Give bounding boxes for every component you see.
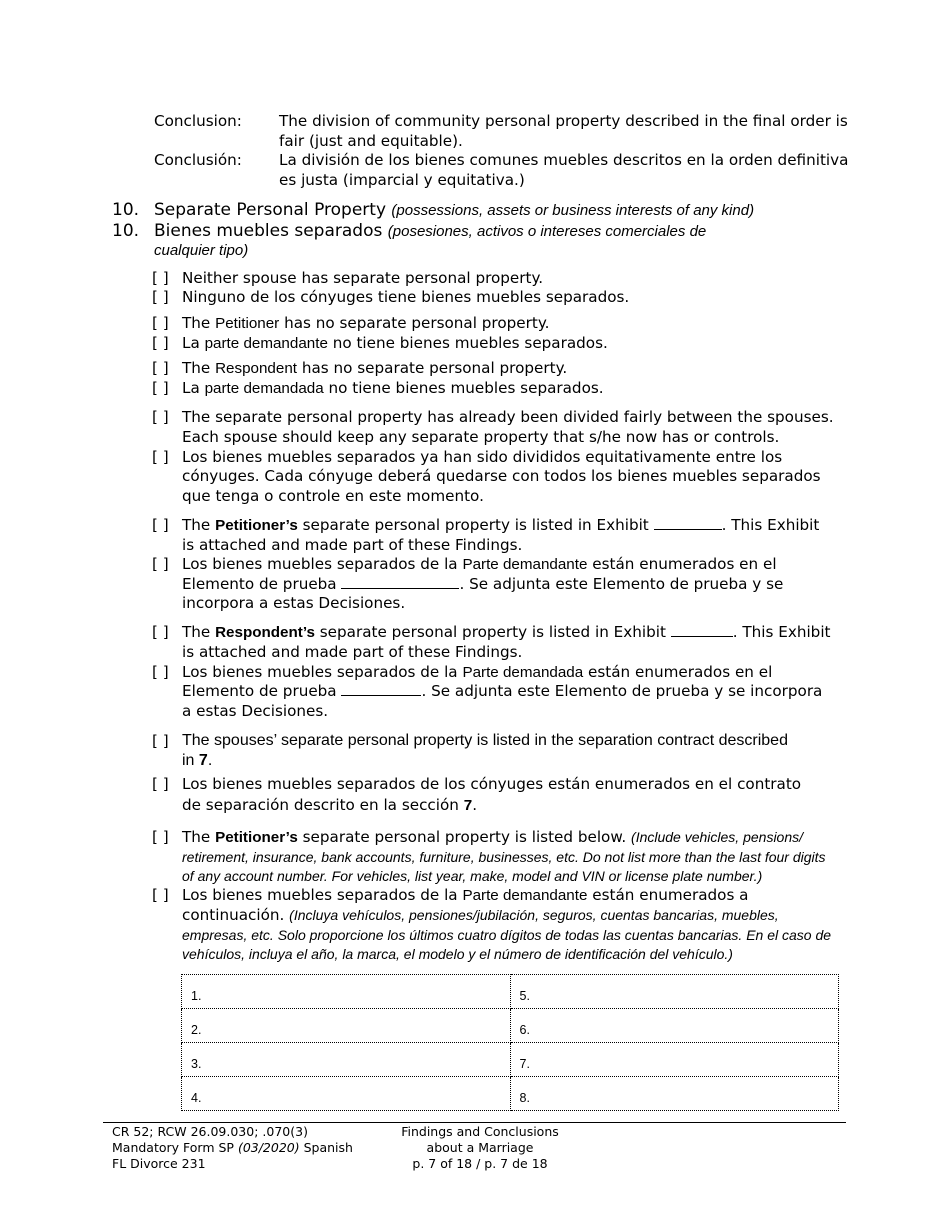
neither-es: Ninguno de los cónyuges tiene bienes muebles separados.: [182, 288, 630, 306]
listed-below-es-2: continuación. (Incluya vehículos, pensiones/jubilación, seguros, cuentas bancarias, muebles,: [182, 906, 779, 924]
divided-en-1: The separate personal property has already been divided fairly between the spouses.: [182, 408, 834, 426]
table-cell[interactable]: 4.: [182, 1077, 511, 1111]
contract-es-1: Los bienes muebles separados de los cónyuges están enumerados en el contrato: [182, 775, 802, 793]
listed-below-es-1: Los bienes muebles separados de la Parte demandante están enumerados a: [182, 886, 749, 904]
divided-es-1: Los bienes muebles separados ya han sido divididos equitativamente entre los: [182, 448, 783, 466]
table-cell[interactable]: 7.: [510, 1043, 839, 1077]
section-subtitle-en: (possessions, assets or business interests of any kind): [391, 202, 755, 219]
conclusion-text-es-2: es justa (imparcial y equitativa.): [279, 171, 525, 189]
table-row: [182, 975, 839, 1009]
section-title-es: [154, 221, 706, 242]
section-title-en: [154, 200, 754, 221]
neither-en: Neither spouse has separate personal property.: [182, 269, 544, 287]
contract-en-1: The spouses’ separate personal property is listed in the separation contract described: [182, 732, 788, 749]
table-cell[interactable]: 8.: [510, 1077, 839, 1111]
petitioner-none-en: The Petitioner has no separate personal property.: [182, 314, 550, 332]
checkbox-contract-en[interactable]: [ ]: [152, 732, 169, 750]
checkbox-petitioner-none-es[interactable]: [ ]: [152, 334, 169, 352]
checkbox-listed-below-es[interactable]: [ ]: [152, 886, 169, 904]
respondent-exhibit-en-2: is attached and made part of these Findings.: [182, 643, 523, 661]
respondent-exhibit-es-3: a estas Decisiones.: [182, 702, 329, 720]
petitioner-exhibit-en-1: The Petitioner’s separate personal property is listed in Exhibit . This Exhibit: [182, 516, 820, 534]
table-cell[interactable]: 6.: [510, 1009, 839, 1043]
table-cell[interactable]: 2.: [182, 1009, 511, 1043]
petitioner-exhibit-es-1: Los bienes muebles separados de la Parte demandante están enumerados en el: [182, 555, 777, 573]
conclusion-text-es-1: La división de los bienes comunes muebles descritos en la orden definitiva: [279, 151, 849, 169]
section-number-en: 10.: [112, 200, 140, 220]
footer-page-number: p. 7 of 18 / p. 7 de 18: [412, 1156, 548, 1171]
respondent-none-en: The Respondent has no separate personal property.: [182, 359, 568, 377]
footer-divider: [103, 1122, 846, 1123]
section-subtitle-es-1: (posesiones, activos o intereses comerciales de: [387, 223, 707, 240]
table-row: [182, 1009, 839, 1043]
petitioner-exhibit-es-2: Elemento de prueba . Se adjunta este Elemento de prueba y se: [182, 575, 784, 593]
checkbox-respondent-none-es[interactable]: [ ]: [152, 379, 169, 397]
checkbox-divided-es[interactable]: [ ]: [152, 448, 169, 466]
petitioner-exhibit-es-blank[interactable]: [341, 574, 459, 589]
petitioner-exhibit-blank[interactable]: [654, 515, 722, 530]
petitioner-exhibit-en-2: is attached and made part of these Findings.: [182, 536, 523, 554]
listed-below-es-3: empresas, etc. Solo proporcione los últimos cuatro dígitos de todas las cuentas bancarias. En el caso de: [182, 927, 832, 943]
divided-en-2: Each spouse should keep any separate property that s/he now has or controls.: [182, 428, 780, 446]
table-row: [182, 1077, 839, 1111]
footer-title-1: Findings and Conclusions: [401, 1124, 559, 1139]
section-title-en-text: Separate Personal Property: [154, 200, 386, 220]
footer-form-code: FL Divorce 231: [112, 1156, 206, 1171]
respondent-exhibit-es-blank[interactable]: [341, 681, 421, 696]
contract-en-2: in 7.: [182, 752, 213, 769]
table-row: [182, 1043, 839, 1077]
contract-es-2: de separación descrito en la sección 7.: [182, 796, 478, 814]
conclusion-label-en: Conclusion:: [154, 112, 242, 130]
conclusion-text-en-2: fair (just and equitable).: [279, 132, 463, 150]
listed-below-en-3: of any account number. For vehicles, list year, make, model and VIN or license plate number.): [182, 868, 763, 884]
petitioner-none-es: La parte demandante no tiene bienes muebles separados.: [182, 334, 608, 352]
checkbox-neither-es[interactable]: [ ]: [152, 288, 169, 306]
section-subtitle-es-2: cualquier tipo): [154, 242, 249, 259]
divided-es-3: que tenga o controle en este momento.: [182, 487, 484, 505]
checkbox-petitioner-exhibit-en[interactable]: [ ]: [152, 516, 169, 534]
respondent-exhibit-blank[interactable]: [671, 622, 733, 637]
table-cell[interactable]: 5.: [510, 975, 839, 1009]
footer-title-2: about a Marriage: [426, 1140, 534, 1155]
checkbox-respondent-exhibit-es[interactable]: [ ]: [152, 663, 169, 681]
checkbox-petitioner-exhibit-es[interactable]: [ ]: [152, 555, 169, 573]
property-table: [181, 974, 839, 1111]
checkbox-contract-es[interactable]: [ ]: [152, 775, 169, 793]
checkbox-listed-below-en[interactable]: [ ]: [152, 828, 169, 846]
listed-below-es-4: vehículos, incluya el año, la marca, el modelo y el número de identificación del vehículo.): [182, 946, 733, 962]
footer-form-id: Mandatory Form SP (03/2020) Spanish: [112, 1140, 353, 1155]
checkbox-respondent-none-en[interactable]: [ ]: [152, 359, 169, 377]
respondent-exhibit-es-1: Los bienes muebles separados de la Parte demandada están enumerados en el: [182, 663, 773, 681]
listed-below-en-2: retirement, insurance, bank accounts, furniture, businesses, etc. Do not list more than the last four digits: [182, 849, 826, 865]
checkbox-petitioner-none-en[interactable]: [ ]: [152, 314, 169, 332]
table-cell[interactable]: 3.: [182, 1043, 511, 1077]
respondent-none-es: La parte demandada no tiene bienes muebles separados.: [182, 379, 604, 397]
section-number-es: 10.: [112, 221, 140, 241]
divided-es-2: cónyuges. Cada cónyuge deberá quedarse con todos los bienes muebles separados: [182, 467, 821, 485]
checkbox-neither-en[interactable]: [ ]: [152, 269, 169, 287]
petitioner-exhibit-es-3: incorpora a estas Decisiones.: [182, 594, 406, 612]
footer-rule-citation: CR 52; RCW 26.09.030; .070(3): [112, 1124, 308, 1139]
respondent-exhibit-en-1: The Respondent’s separate personal property is listed in Exhibit . This Exhibit: [182, 623, 831, 641]
conclusion-label-es: Conclusión:: [154, 151, 242, 169]
table-cell[interactable]: 1.: [182, 975, 511, 1009]
listed-below-en-1: The Petitioner’s separate personal property is listed below. (Include vehicles, pensions/: [182, 828, 804, 846]
checkbox-divided-en[interactable]: [ ]: [152, 408, 169, 426]
section-title-es-text: Bienes muebles separados: [154, 221, 383, 241]
conclusion-text-en-1: The division of community personal property described in the final order is: [279, 112, 848, 130]
checkbox-respondent-exhibit-en[interactable]: [ ]: [152, 623, 169, 641]
respondent-exhibit-es-2: Elemento de prueba . Se adjunta este Elemento de prueba y se incorpora: [182, 682, 823, 700]
